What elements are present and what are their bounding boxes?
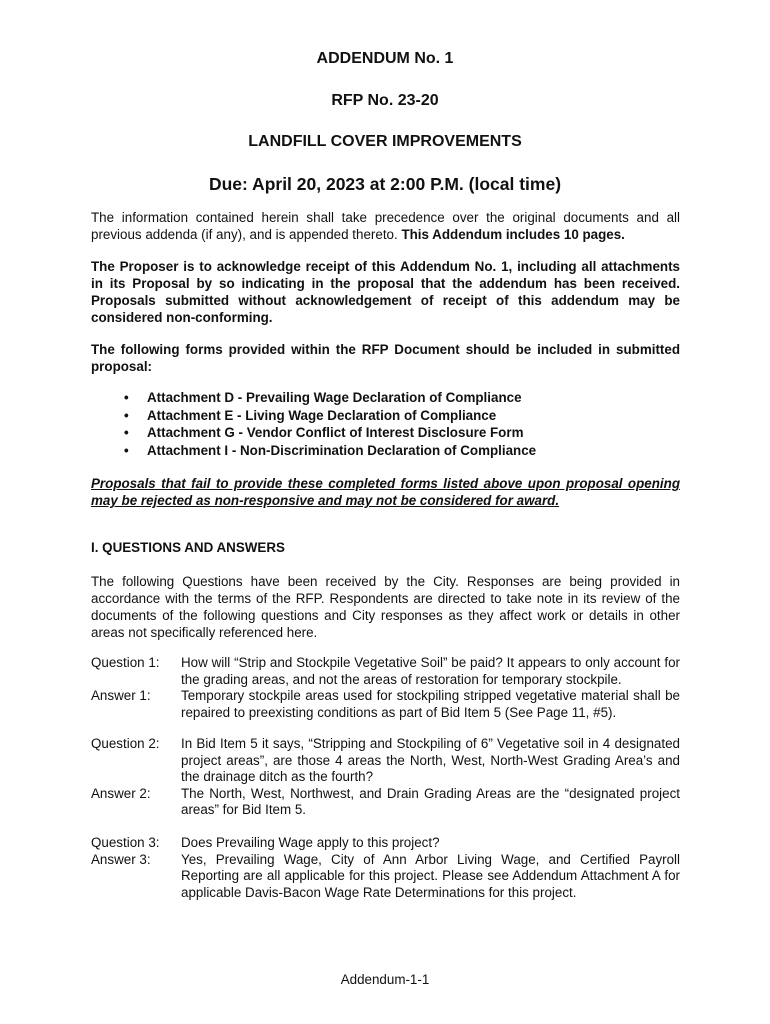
warning-text: Proposals that fail to provide these completed forms listed above upon proposal opening may be rejected as non-responsive and may not be considered for award. [91,476,680,508]
intro-paragraph [91,209,680,243]
answer-label: Answer 1: [91,688,151,703]
qa-block-1 [91,655,680,721]
page-footer: Addendum-1-1 [340,972,430,987]
question-row [91,736,680,786]
section-heading: I. QUESTIONS AND ANSWERS [91,540,285,555]
answer-text: Temporary stockpile areas used for stockpiling stripped vegetative material shall be repaired to preexisting conditions as part of Bid Item 5 (See Page 11, #5). [181,688,680,720]
list-item: • Attachment I - Non-Discrimination Declaration of Compliance [124,442,537,458]
answer-text: The North, West, Northwest, and Drain Grading Areas are the “designated project areas” for Bid Item 5. [181,785,680,817]
warning-paragraph [91,475,680,509]
answer-label: Answer 3: [91,851,151,867]
question-label: Question 2: [91,736,160,751]
due-date: Due: April 20, 2023 at 2:00 P.M. (local time) [208,174,562,194]
bullet-icon: • [124,390,129,405]
bullet-icon: • [124,407,129,423]
bullet-icon: • [124,425,129,440]
question-row [91,655,680,688]
list-item: • Attachment G - Vendor Conflict of Interest Disclosure Form [124,425,524,440]
question-text: How will “Strip and Stockpile Vegetative Soil” be paid? It appears to only account for the grading areas, and not the areas of restoration for temporary stockpile. [181,655,680,687]
answer-row [91,688,680,721]
question-text: In Bid Item 5 it says, “Stripping and Stockpiling of 6” Vegetative soil in 4 designated project areas”, are those 4 areas the North, West, North-West Grading Area’s and the drainage ditch as the fourth? [181,736,680,784]
list-item: • Attachment D - Prevailing Wage Declaration of Compliance [124,390,522,405]
addendum-title: ADDENDUM No. 1 [316,50,454,67]
project-title: LANDFILL COVER IMPROVEMENTS [248,133,522,150]
intro-page-count: This Addendum includes 10 pages. [401,227,625,242]
qa-block-3 [91,835,680,901]
forms-list [124,389,684,459]
question-label: Question 3: [91,835,160,850]
question-label: Question 1: [91,655,160,670]
intro-text: The information contained herein shall take precedence over the original documents and all previous addenda (if any), and is appended thereto. [91,210,680,242]
answer-row [91,786,680,819]
qa-block-2 [91,736,680,819]
rfp-number: RFP No. 23-20 [331,92,439,109]
answer-row [91,852,680,902]
answer-label: Answer 2: [91,785,151,801]
bullet-icon: • [124,442,129,458]
acknowledge-paragraph: The Proposer is to acknowledge receipt of this Addendum No. 1, including all attachments in its Proposal by so indicating in the proposal that the addendum has been received. Proposals submitted without acknowledgement of receipt of this addendum may be considered non-conforming. [91,259,680,325]
forms-intro: The following forms provided within the RFP Document should be included in submitted proposal: [91,342,680,374]
answer-text: Yes, Prevailing Wage, City of Ann Arbor Living Wage, and Certified Payroll Reporting are all applicable for this project. Please see Addendum Attachment A for applicable Davis-Bacon Wage Rate Determinations for this project. [181,851,680,900]
question-text: Does Prevailing Wage apply to this project? [181,835,440,850]
question-row [91,835,680,852]
section-intro: The following Questions have been received by the City. Responses are being provided in accordance with the terms of the RFP. Respondents are directed to take note in its review of the documents of the following questions and City responses as they affect work or details in other areas not specifically referenced here. [91,574,680,640]
list-item: • Attachment E - Living Wage Declaration of Compliance [124,407,497,423]
